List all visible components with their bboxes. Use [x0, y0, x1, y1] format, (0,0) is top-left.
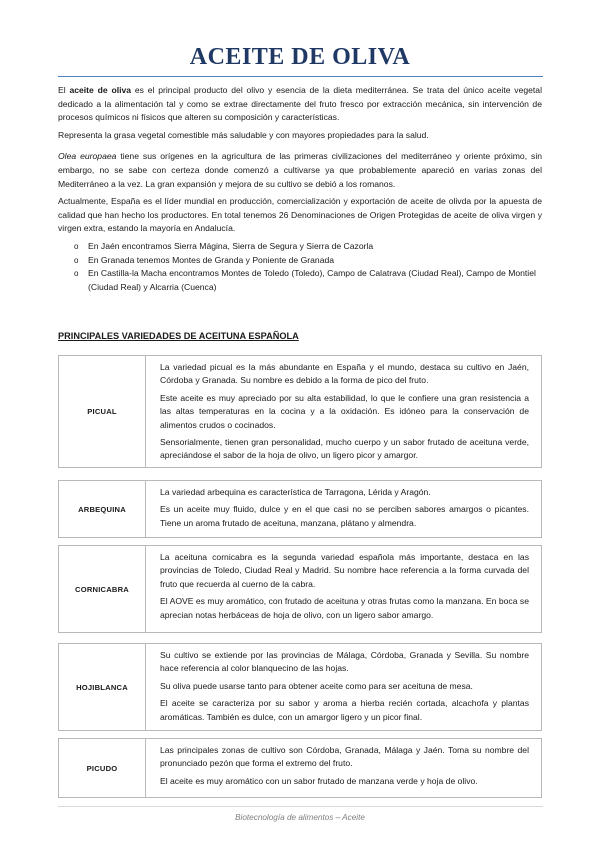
page-title: ACEITE DE OLIVA — [189, 44, 411, 70]
list-item: o En Jaén encontramos Sierra Mágina, Sierra de Segura y Sierra de Cazorla — [88, 240, 542, 254]
title-divider — [58, 76, 543, 77]
variety-hojiblanca — [58, 643, 542, 731]
footer-divider — [58, 806, 543, 807]
variety-description: La aceituna cornicabra es la segunda variedad española más importante, destaca en las provincias de Toledo, Ciudad Real y Madrid. Su nombre hace referencia a la forma curvada del fruto que recuerda al cuerno de la cabra. El AOVE es muy aromático, con frutado de aceituna y otras frutas como la manzana. En boca se aprecian notas herbáceas de hoja de olivo, con un ligero sabor amargo. — [160, 552, 529, 620]
variety-description: La variedad picual es la más abundante en España y el mundo, destaca su cultivo en Jaén, Córdoba y Granada. Su nombre es debido a la forma de pico del fruto. Este aceite es muy apreciado por su alta estabilidad, lo que le confiere una gran resistencia a las altas temperaturas en la cocina y a la oxidación. Es idóneo para la conservación de alimentos crudos o cocinados. Sensorialmente, tienen gran personalidad, mucho cuerpo y un sabor frutado de aceituna verde, apreciándose el sabor de la hoja de olivo, un ligero picor y amargor. — [160, 362, 529, 461]
variety-description: La variedad arbequina es característica de Tarragona, Lérida y Aragón. Es un aceite muy fluido, dulce y en el que casi no se perciben sabores amargos o picantes. Tiene un aroma frutado de aceituna, manzana, plátano y almendra. — [160, 487, 529, 528]
page-footer: Biotecnología de alimentos – Aceite — [235, 813, 365, 822]
variety-arbequina — [58, 480, 542, 538]
variety-cornicabra — [58, 545, 542, 633]
variety-name: HOJIBLANCA — [59, 644, 146, 730]
variety-description: Las principales zonas de cultivo son Córdoba, Granada, Málaga y Jaén. Toma su nombre del pronunciado pezón que forma el extremo del fruto. El aceite es muy aromático con un sabor frutado de manzana verde y hoja de olivo. — [160, 745, 529, 786]
intro-paragraph-2: Representa la grasa vegetal comestible más saludable y con mayores propiedades para la salud. — [58, 129, 429, 140]
variety-name: PICUDO — [59, 739, 146, 797]
section-heading: PRINCIPALES VARIEDADES DE ACEITUNA ESPAÑOLA — [58, 331, 299, 341]
intro-paragraph-1: El aceite de oliva es el principal producto del olivo y esencia de la dieta mediterránea. Se trata del único aceite vegetal dedicado a la alimentación tal y como se extrae directamente del fruto fresco por extracción mecánica, sin intervención de procesos químicos ni físicos que alteren su composición y características. — [58, 85, 542, 123]
variety-picudo — [58, 738, 542, 798]
variety-name: CORNICABRA — [59, 546, 146, 632]
variety-name: PICUAL — [59, 356, 146, 467]
intro-paragraph-3: Olea europaea tiene sus orígenes en la agricultura de las primeras civilizaciones del mediterráneo y oriente próximo, sin embargo, no se sabe con certeza donde comenzó a cultivarse ya que probablemente apareció en varias zonas del Mediterráneo a la vez. La gran expansión y mejora de su cultivo se debió a los romanos. — [58, 151, 543, 189]
variety-name: ARBEQUINA — [59, 481, 146, 537]
intro-section — [58, 84, 542, 294]
variety-picual — [58, 355, 542, 468]
intro-paragraph-4: Actualmente, España es el líder mundial en producción, comercialización y exportación de aceite de olivda por la apuesta de calidad que han hecho los productores. En total tenemos 26 Denominaciones de Origen Protegidas de aceite de oliva virgen y virgen extra, estando la mayoría en Andalucía. — [58, 196, 542, 234]
list-item: o En Castilla-la Macha encontramos Montes de Toledo (Toledo), Campo de Calatrava (Ciudad Real), Campo de Montiel (Ciudad Real) y Alcarria (Cuenca) — [88, 267, 542, 294]
regions-list — [58, 240, 542, 294]
list-item: o En Granada tenemos Montes de Granda y Poniente de Granada — [88, 254, 542, 268]
variety-description: Su cultivo se extiende por las provincias de Málaga, Córdoba, Granada y Sevilla. Su nombre hace referencia al color blanquecino de las hojas. Su oliva puede usarse tanto para obtener aceite como para ser aceituna de mesa. El aceite se caracteriza por su sabor y aroma a hierba recién cortada, alcachofa y plantas aromáticas. También es dulce, con un amargor ligero y un picor final. — [160, 650, 529, 722]
